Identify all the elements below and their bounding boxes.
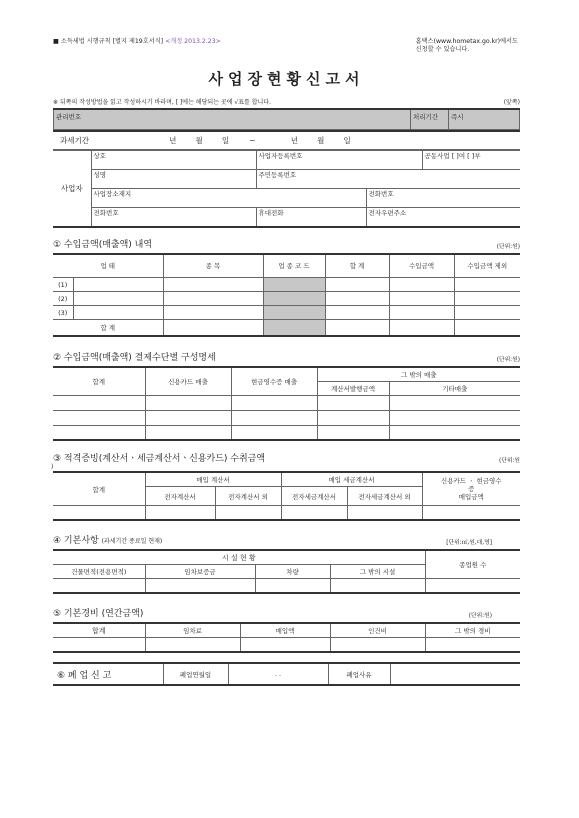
col-purchase: 매입액: [240, 623, 330, 638]
col-purchase-invoice: 매입 계산서: [145, 472, 281, 487]
phone-field[interactable]: 전화번호: [366, 189, 520, 208]
admin-table: [53, 108, 520, 130]
form-reference: ■ 소득세법 시행규칙 [별지 제19호서식] <개정 2013.2.23>: [53, 38, 221, 45]
section-3-title: ③ 적격증빙(계산서ㆍ세금계산서ㆍ신용카드) 수취금액: [53, 454, 266, 464]
col-total: 합계: [53, 623, 145, 638]
col-e-tax-invoice: 전자세금계산서: [281, 487, 347, 506]
mobile-field[interactable]: 휴대전화: [256, 208, 366, 227]
col-rent: 임차료: [145, 623, 240, 638]
col-building-area: 건물면적(전용면적): [53, 565, 145, 579]
section-1-title: ① 수입금액(매출액) 내역: [53, 239, 153, 250]
processing-period-label: 처리기간: [411, 109, 449, 129]
col-other-expense: 그 밖의 경비: [425, 623, 520, 638]
tax-period-row[interactable]: 과세기간 년 월 일 ~ 년 월 일: [53, 131, 520, 150]
section-1-header: [53, 237, 520, 250]
col-invoice-amount: 계산서발행금액: [317, 381, 389, 395]
page-side: (앞쪽): [503, 99, 520, 106]
revision-date: <개정 2013.2.23>: [165, 38, 221, 45]
section-5-header: [53, 606, 520, 619]
col-other-facility: 그 밖의 시설: [330, 565, 425, 579]
col-etc-sales: 기타매출: [389, 381, 520, 395]
form-header: [53, 38, 520, 54]
email-field[interactable]: 전자우편주소: [366, 208, 520, 227]
section-2-title: ② 수입금액(매출액) 결제수단별 구성명세: [53, 352, 216, 363]
table-row: [53, 395, 520, 410]
col-total: 합계: [53, 472, 145, 506]
section-4-header: [53, 533, 520, 546]
payment-method-table: [53, 366, 520, 442]
section-5-unit: (단위:원): [468, 613, 492, 619]
processing-period-value: 즉시: [449, 109, 520, 129]
section-5-title: ⑤ 기본경비 (연간금액): [53, 609, 144, 619]
table-row: (1): [53, 278, 520, 292]
col-lease-deposit: 임차보증금: [145, 565, 255, 579]
col-labor: 인건비: [330, 623, 425, 638]
col-item: 종 목: [163, 254, 263, 278]
section-2-unit: (단위:원): [496, 356, 520, 363]
business-info-table: [53, 150, 520, 228]
section-3-header: [53, 451, 520, 464]
qualified-evidence-table: [53, 471, 520, 521]
registration-number-field[interactable]: 사업자등록번호: [256, 151, 422, 170]
closure-table: [53, 662, 520, 686]
col-industry-code: 업 종 코 드: [263, 254, 325, 278]
address-field[interactable]: 사업장소재지: [91, 189, 366, 208]
trade-name-field[interactable]: 상호: [91, 151, 256, 170]
section-6-title: ⑥ 폐 업 신 고: [53, 663, 163, 685]
table-row: (3): [53, 306, 520, 320]
col-card-sales: 신용카드 매출: [145, 367, 231, 396]
section-2-header: [53, 350, 520, 363]
closure-reason-label: 폐업사유: [328, 663, 390, 685]
basic-info-table: [53, 549, 520, 594]
col-non-e-tax-invoice: 전자세금계산서 외: [347, 487, 422, 506]
closure-date-field[interactable]: . .: [228, 663, 328, 685]
closure-date-label: 폐업연월일: [163, 663, 228, 685]
col-e-invoice: 전자계산서: [145, 487, 215, 506]
resident-number-field[interactable]: 주민등록번호: [256, 170, 520, 189]
business-label: 사업자: [53, 151, 91, 227]
basic-expense-table: [53, 622, 520, 653]
table-row: [53, 579, 520, 594]
closure-reason-field[interactable]: [390, 663, 520, 685]
name-field[interactable]: 성명: [91, 170, 256, 189]
col-cash-receipt-sales: 현금영수증 매출: [231, 367, 317, 396]
col-other-sales: 그 밖의 매출: [317, 367, 520, 382]
table-row: [53, 506, 520, 521]
table-row: [53, 425, 520, 440]
section-3-unit-close: ): [51, 464, 54, 470]
col-purchase-tax-invoice: 매입 세금계산서: [281, 472, 422, 487]
table-row: [53, 638, 520, 653]
col-card-cash-purchase: 신용카드 ㆍ 현금영수 증 매입금액: [422, 472, 520, 506]
section-1-unit: (단위:원): [496, 243, 520, 250]
page-title: 사업장현황신고서: [208, 70, 365, 88]
management-number[interactable]: 관리번호: [54, 109, 411, 129]
total-row: 합 계: [53, 320, 520, 336]
table-row: (2): [53, 292, 520, 306]
col-revenue: 수입금액: [389, 254, 454, 278]
col-total: 합 계: [325, 254, 389, 278]
section-3-unit: (단위:원: [498, 458, 520, 464]
col-business-type: 업 태: [53, 254, 163, 278]
tax-period-table: [53, 130, 520, 151]
col-facility-status: 시 설 현 황: [53, 550, 425, 565]
col-revenue-excluded: 수입금액 제외: [454, 254, 520, 278]
phone-field-2[interactable]: 전화번호: [91, 208, 256, 227]
col-employees: 종업원 수: [425, 550, 520, 579]
col-vehicle: 차량: [255, 565, 330, 579]
col-total: 합계: [53, 367, 145, 396]
form-page: [53, 38, 520, 686]
revenue-table: [53, 253, 520, 337]
table-row: [53, 410, 520, 425]
section-4-unit: [단위:㎡,원,대,명]: [446, 540, 492, 546]
section-4-title: ④ 기본사항 (과세기간 종료일 현재): [53, 536, 163, 546]
col-non-e-invoice: 전자계산서 외: [215, 487, 281, 506]
instruction-note: ※ 뒤쪽의 작성방법을 읽고 작성하시기 바라며, [ ]에는 해당되는 곳에 √표를 합니다. (앞쪽): [53, 99, 520, 106]
hometax-note: 홈택스(www.hometax.go.kr)에서도 신청할 수 있습니다.: [415, 38, 518, 53]
joint-business-checkbox[interactable]: 공동사업 [ ]여 [ ]부: [422, 151, 520, 170]
